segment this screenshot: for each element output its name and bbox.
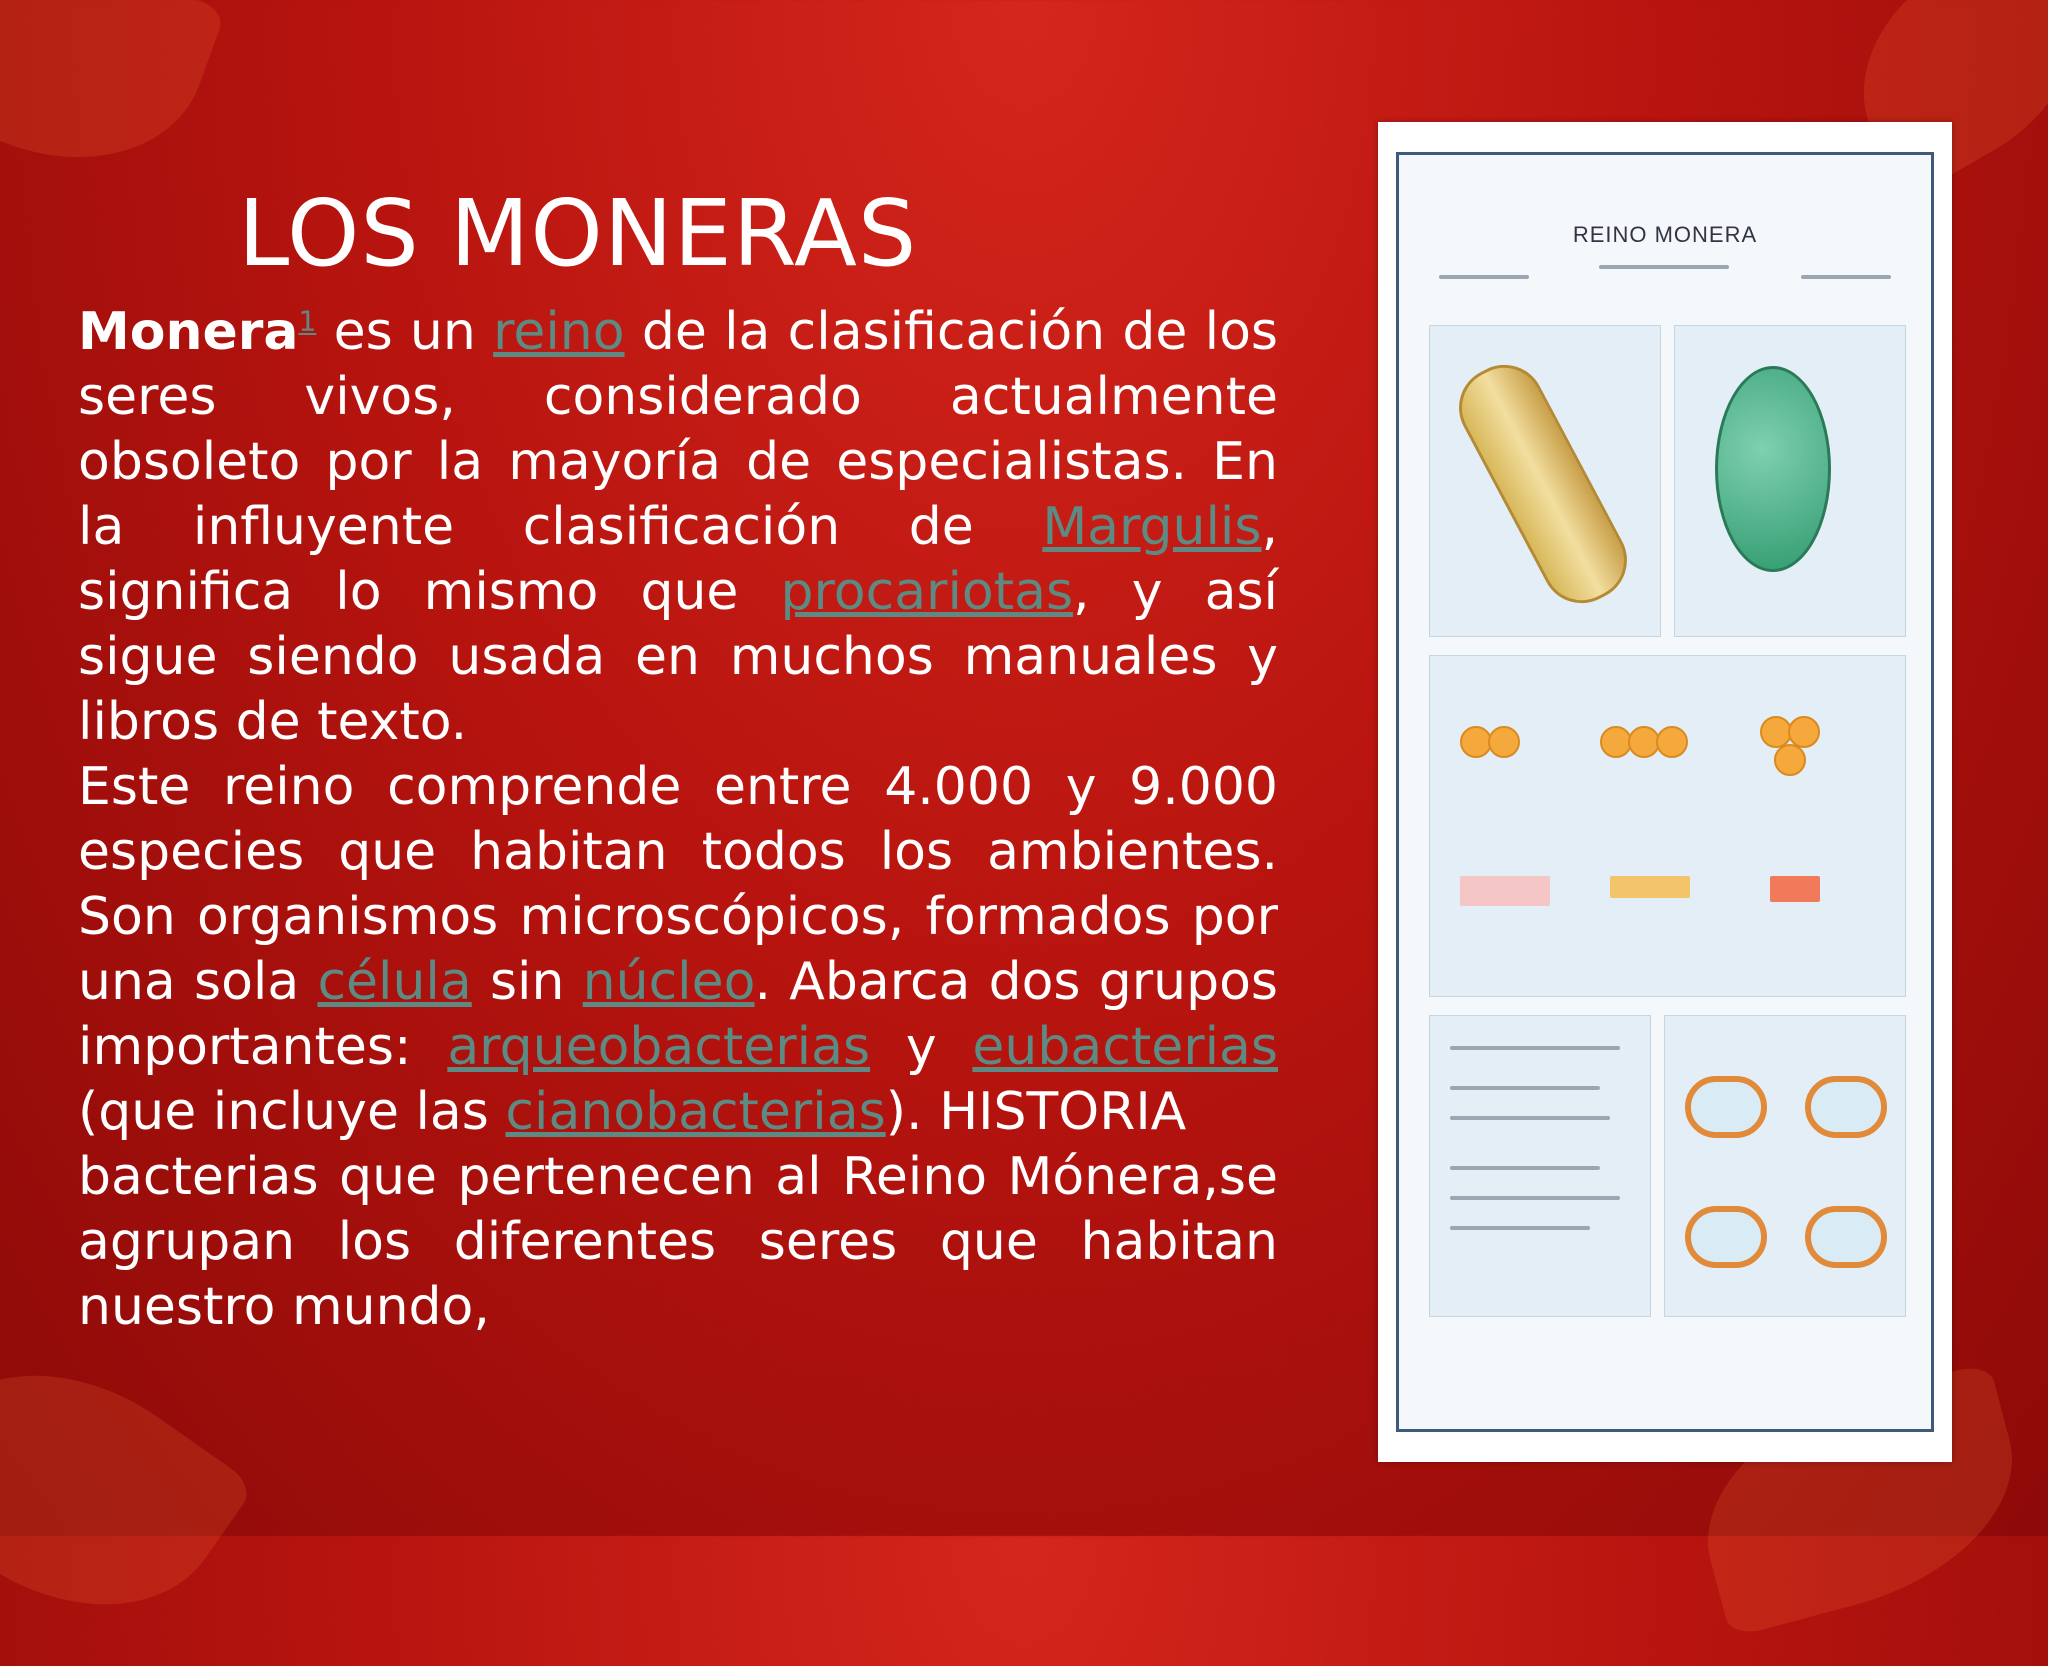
poster-line	[1450, 1086, 1600, 1090]
text-span: Este reino comprende entre 4.000 y 9.000 especies que habitan todos los ambientes. Son organismos microscópicos, formados por una sola	[78, 757, 1278, 1012]
paragraph-1	[78, 300, 1278, 755]
slide-title: LOS MONERAS	[238, 179, 918, 287]
poster-line	[1610, 876, 1690, 898]
reino-monera-poster	[1378, 122, 1952, 1462]
link-arqueobacterias[interactable]: arqueobacterias	[447, 1017, 871, 1077]
poster-panel-division	[1664, 1015, 1906, 1317]
paragraph-2	[78, 755, 1278, 1145]
poster-panel-bacteria	[1429, 325, 1661, 637]
rod-bacterium-illustration	[1445, 351, 1641, 617]
link-eubacterias[interactable]: eubacterias	[972, 1017, 1278, 1077]
coccus-illustration	[1788, 716, 1820, 748]
paragraph-3: bacterias que pertenecen al Reino Mónera,se agrupan los diferentes seres que habitan nuestro mundo,	[78, 1147, 1278, 1337]
dividing-cell-illustration	[1685, 1076, 1767, 1138]
text-span: (que incluye las	[78, 1082, 506, 1142]
text-span: es un	[316, 302, 494, 362]
text-span: de la clasificación de los seres vivos, considerado actualmente obsoleto por la mayoría de especialistas. En la influyente clasificación de	[78, 302, 1278, 557]
poster-line	[1439, 275, 1529, 279]
poster-line	[1450, 1166, 1600, 1170]
poster-line	[1770, 876, 1820, 902]
poster-line	[1450, 1226, 1590, 1230]
dividing-cell-illustration	[1805, 1206, 1887, 1268]
poster-line	[1599, 265, 1729, 269]
link-cianobacterias[interactable]: cianobacterias	[505, 1082, 886, 1142]
footnote-link[interactable]: 1	[298, 304, 317, 338]
bold-term: Monera	[78, 302, 299, 362]
text-span: sin	[471, 952, 583, 1012]
text-span: . Abarca dos grupos importantes:	[78, 952, 1278, 1077]
text-span: y	[870, 1017, 973, 1077]
link-nucleo[interactable]: núcleo	[582, 952, 755, 1012]
poster-panel-shapes	[1429, 655, 1906, 997]
text-span: , significa lo mismo que	[78, 497, 1278, 622]
link-procariotas[interactable]: procariotas	[780, 562, 1074, 622]
poster-panel-nutrition	[1429, 1015, 1651, 1317]
poster-line	[1450, 1116, 1610, 1120]
text-span: ). HISTORIA	[885, 1082, 1187, 1142]
background-leaf	[0, 0, 226, 198]
poster-line	[1450, 1046, 1620, 1050]
poster-panel-cyanobacteria	[1674, 325, 1906, 637]
poster-line	[1460, 876, 1550, 906]
dividing-cell-illustration	[1805, 1076, 1887, 1138]
poster-title: REINO MONERA	[1572, 222, 1758, 247]
link-margulis[interactable]: Margulis	[1042, 497, 1262, 557]
text-span: , y así sigue siendo usada en muchos manuales y libros de texto.	[78, 562, 1278, 752]
coccus-illustration	[1488, 726, 1520, 758]
cyanobacterium-illustration	[1715, 366, 1831, 572]
poster-line	[1801, 275, 1891, 279]
background-leaf	[0, 1314, 256, 1666]
poster-frame	[1396, 152, 1934, 1432]
poster-header	[1419, 215, 1911, 255]
coccus-illustration	[1656, 726, 1688, 758]
body-text	[78, 300, 1278, 1340]
link-reino[interactable]: reino	[493, 302, 625, 362]
coccus-illustration	[1774, 744, 1806, 776]
link-celula[interactable]: célula	[317, 952, 472, 1012]
poster-line	[1450, 1196, 1620, 1200]
dividing-cell-illustration	[1685, 1206, 1767, 1268]
